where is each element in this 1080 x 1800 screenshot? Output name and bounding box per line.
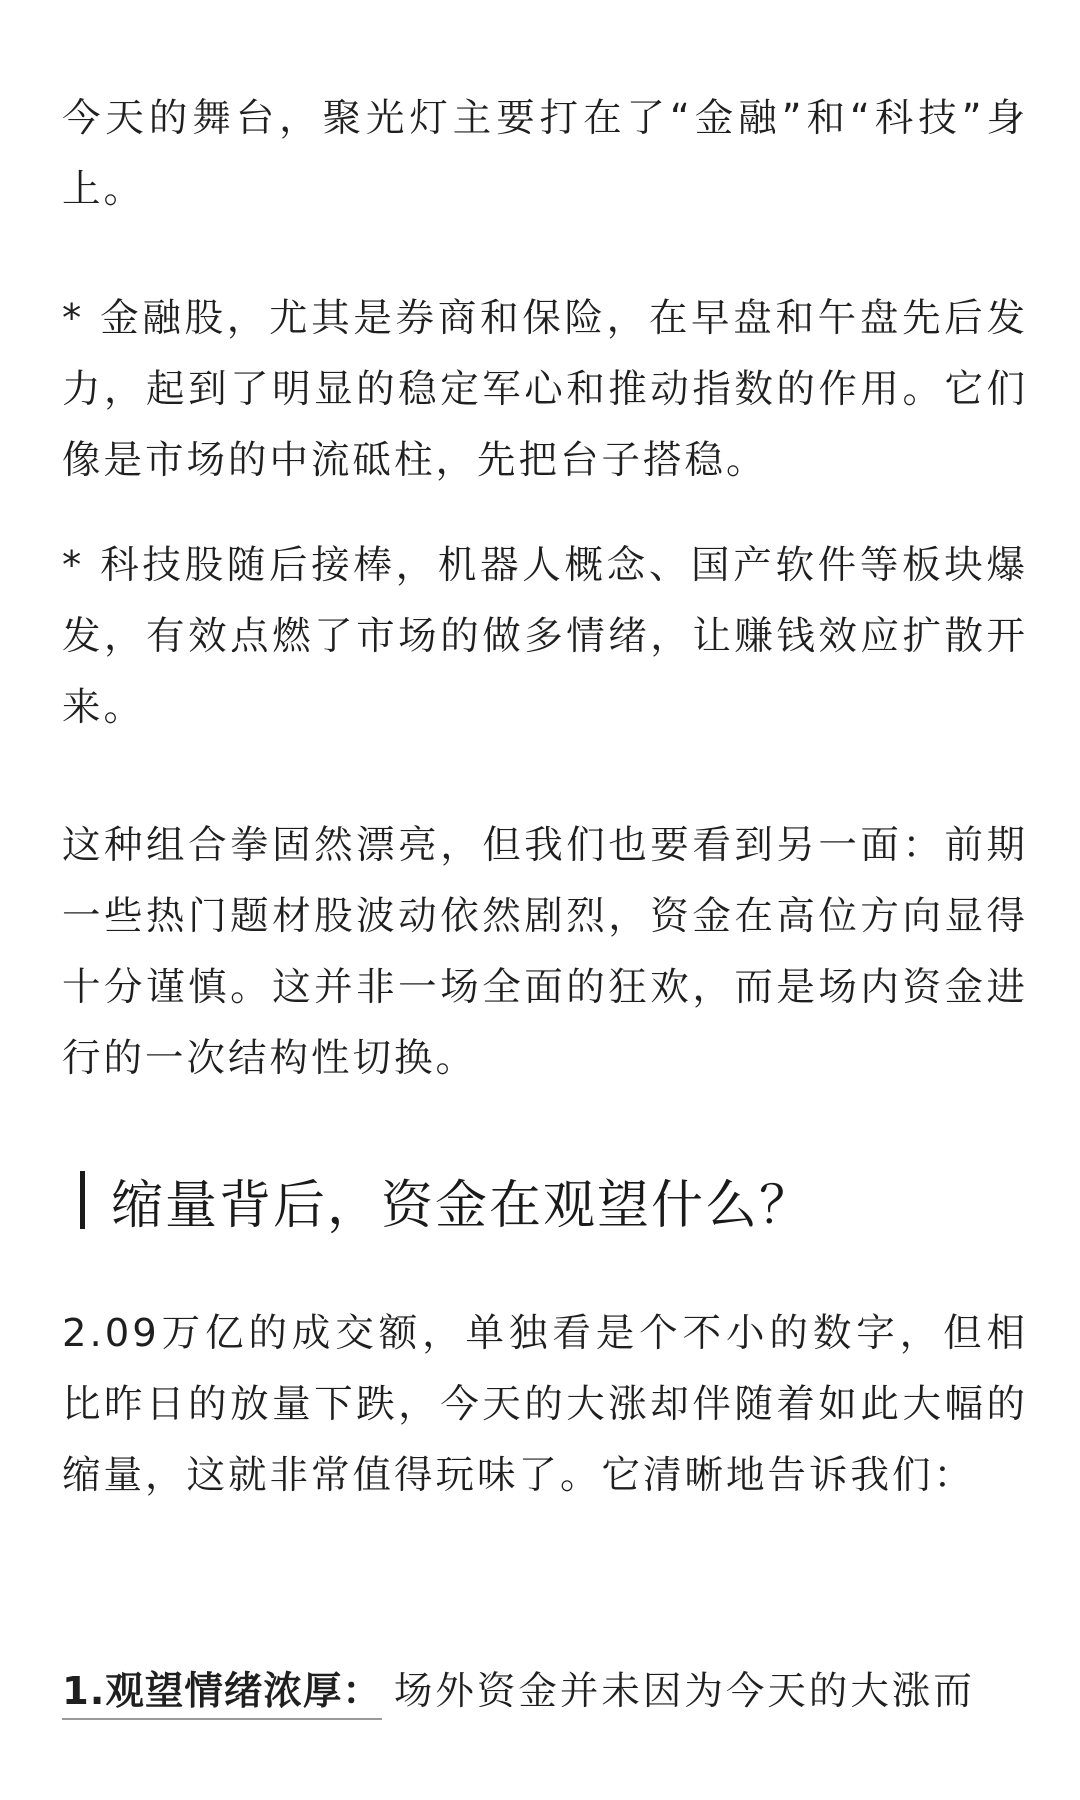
finance-bullet-paragraph: * 金融股，尤其是券商和保险，在早盘和午盘先后发力，起到了明显的稳定军心和推动指数的作用。它们像是市场的中流砥柱，先把台子搭稳。 bbox=[62, 296, 1028, 483]
point-1-paragraph bbox=[62, 1656, 1028, 1727]
intro-paragraph: 今天的舞台，聚光灯主要打在了“金融”和“科技”身上。 bbox=[62, 96, 1028, 212]
volume-paragraph: 2.09万亿的成交额，单独看是个不小的数字，但相比昨日的放量下跌，今天的大涨却伴随着如此大幅的缩量，这就非常值得玩味了。它清晰地告诉我们： bbox=[62, 1311, 1028, 1498]
tech-bullet-paragraph: * 科技股随后接棒，机器人概念、国产软件等板块爆发，有效点燃了市场的做多情绪，让赚钱效应扩散开来。 bbox=[62, 543, 1028, 730]
point-1-label: 1.观望情绪浓厚： bbox=[62, 1669, 382, 1720]
point-1-text: 场外资金并未因为今天的大涨而 bbox=[393, 1669, 975, 1714]
combination-paragraph: 这种组合拳固然漂亮，但我们也要看到另一面：前期一些热门题材股波动依然剧烈，资金在高位方向显得十分谨慎。这并非一场全面的狂欢，而是场内资金进行的一次结构性切换。 bbox=[62, 823, 1028, 1081]
heading-bar-decoration bbox=[80, 1171, 85, 1229]
section-heading bbox=[80, 1160, 813, 1240]
section-heading-text: 缩量背后，资金在观望什么？ bbox=[111, 1175, 814, 1236]
